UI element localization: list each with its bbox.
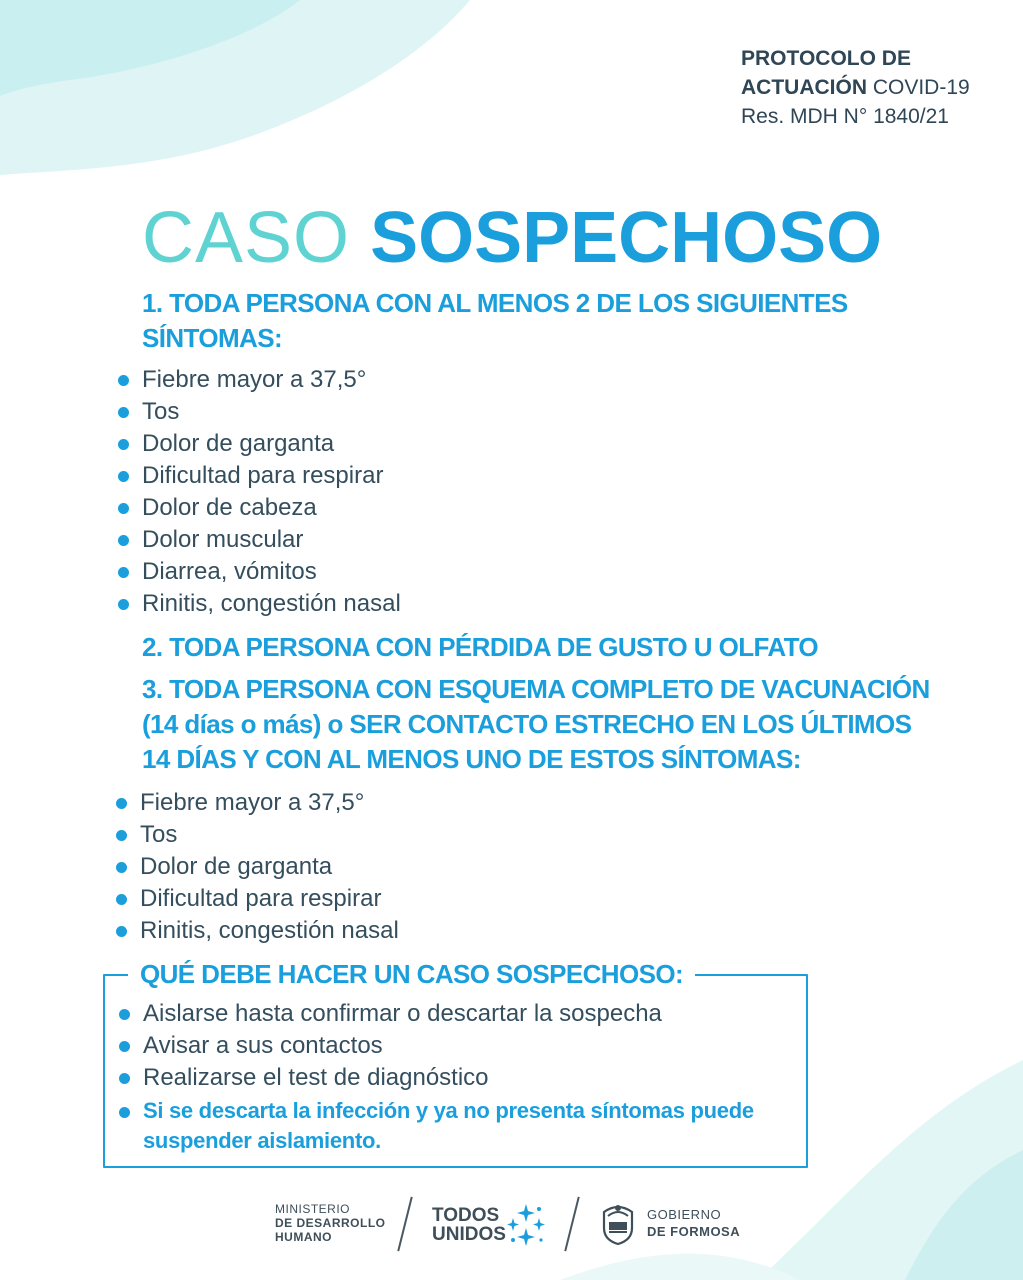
footer-logos [0, 1196, 1023, 1256]
list-item-highlight-cont [117, 1126, 754, 1156]
bullet-icon [118, 535, 129, 546]
list-item-text: Dificultad para respirar [140, 885, 382, 912]
list-item [116, 492, 401, 524]
bullet-icon [116, 862, 127, 873]
section3-symptom-list [114, 787, 399, 947]
list-item [117, 1062, 754, 1094]
list-item-text: Rinitis, congestión nasal [142, 590, 401, 617]
title-light: CASO [142, 198, 351, 278]
list-item [114, 915, 399, 947]
list-item [116, 396, 401, 428]
bullet-icon [119, 1073, 130, 1084]
bullet-icon [119, 1009, 130, 1020]
list-item-text: Dolor muscular [142, 526, 304, 553]
ministry-line2: DE DESARROLLO [275, 1216, 386, 1230]
gob-line1: GOBIERNO [647, 1207, 722, 1222]
section1-symptom-list [116, 364, 401, 620]
section3-heading-line2: (14 días o más) o SER CONTACTO ESTRECHO EN LOS ÚLTIMOS [142, 709, 912, 739]
list-item-text: Fiebre mayor a 37,5° [140, 789, 365, 816]
section3-heading [142, 672, 930, 777]
bullet-icon [118, 375, 129, 386]
list-item [116, 556, 401, 588]
divider [397, 1197, 412, 1252]
bullet-icon [118, 439, 129, 450]
list-item [114, 787, 399, 819]
bullet-icon [116, 830, 127, 841]
list-item [116, 588, 401, 620]
ministry-line3: HUMANO [275, 1230, 332, 1244]
section3-heading-line1: 3. TODA PERSONA CON ESQUEMA COMPLETO DE VACUNACIÓN [142, 674, 930, 704]
protocol-line2-bold: ACTUACIÓN [741, 76, 867, 99]
bullet-icon [119, 1107, 130, 1118]
list-item-text: Dolor de garganta [142, 430, 335, 457]
list-item-text: Dolor de cabeza [142, 494, 317, 521]
list-item [117, 998, 754, 1030]
list-item [116, 364, 401, 396]
divider [564, 1197, 579, 1252]
protocol-line1: PROTOCOLO DE [741, 47, 911, 70]
bullet-icon [118, 503, 129, 514]
list-item [116, 460, 401, 492]
list-item [114, 819, 399, 851]
bullet-icon [119, 1041, 130, 1052]
protocol-header [741, 44, 970, 131]
highlight-line1: Si se descarta la infección y ya no presenta síntomas puede [143, 1098, 754, 1123]
section1-heading-line1: 1. TODA PERSONA CON AL MENOS 2 DE LOS SIGUIENTES [142, 288, 848, 318]
list-item-highlight [117, 1096, 754, 1126]
bullet-icon [118, 407, 129, 418]
page-title [142, 196, 882, 280]
section2-heading: 2. TODA PERSONA CON PÉRDIDA DE GUSTO U OLFATO [142, 632, 819, 662]
list-item-text: Diarrea, vómitos [142, 558, 317, 585]
todos-line2: UNIDOS [432, 1224, 506, 1245]
list-item-text: Tos [142, 398, 180, 425]
gobierno-formosa-logo [647, 1206, 740, 1240]
highlight-line2: suspender aislamiento. [143, 1128, 381, 1153]
todos-line1: TODOS [432, 1205, 500, 1226]
ministry-logo [275, 1202, 386, 1244]
list-item [116, 524, 401, 556]
list-item-text: Dolor de garganta [140, 853, 333, 880]
section3-heading-line3: 14 DÍAS Y CON AL MENOS UNO DE ESTOS SÍNTOMAS: [142, 744, 801, 774]
list-item [117, 1030, 754, 1062]
section1-heading [142, 286, 848, 356]
list-item [114, 851, 399, 883]
actions-list [117, 998, 754, 1156]
list-item-text: Rinitis, congestión nasal [140, 917, 399, 944]
list-item [114, 883, 399, 915]
todos-unidos-logo [432, 1206, 506, 1244]
list-item-text: Avisar a sus contactos [143, 1032, 383, 1059]
bullet-icon [116, 798, 127, 809]
list-item-text: Dificultad para respirar [142, 462, 384, 489]
ministry-line1: MINISTERIO [275, 1202, 351, 1216]
stars-icon [503, 1202, 549, 1248]
list-item-text: Fiebre mayor a 37,5° [142, 366, 367, 393]
bullet-icon [118, 567, 129, 578]
list-item-text: Tos [140, 821, 178, 848]
actions-box-title: QUÉ DEBE HACER UN CASO SOSPECHOSO: [128, 956, 695, 992]
protocol-line2 [741, 73, 970, 102]
list-item [116, 428, 401, 460]
bullet-icon [118, 471, 129, 482]
gob-line2: DE FORMOSA [647, 1224, 741, 1239]
coat-of-arms-icon [598, 1202, 638, 1246]
list-item-text: Aislarse hasta confirmar o descartar la sospecha [143, 1000, 662, 1027]
protocol-resolution: Res. MDH N° 1840/21 [741, 105, 949, 128]
section1-heading-line2: SÍNTOMAS: [142, 323, 283, 353]
protocol-line2-rest: COVID-19 [867, 76, 970, 99]
list-item-text: Realizarse el test de diagnóstico [143, 1064, 489, 1091]
bullet-icon [116, 894, 127, 905]
bullet-icon [118, 599, 129, 610]
bullet-icon [116, 926, 127, 937]
title-bold: SOSPECHOSO [370, 198, 883, 278]
